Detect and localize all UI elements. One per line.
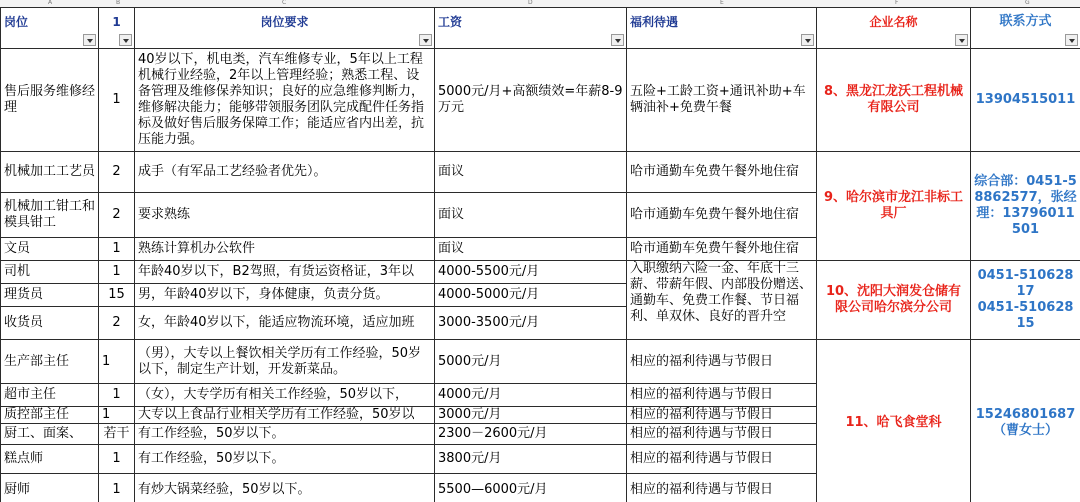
position-cell[interactable]: 生产部主任 (1, 340, 99, 384)
position-cell[interactable]: 厨工、面案、 (1, 424, 99, 445)
filter-dropdown-icon[interactable] (83, 34, 96, 46)
salary-cell[interactable]: 5500—6000元/月 (435, 474, 627, 502)
column-letter-e[interactable]: E (720, 0, 724, 6)
benefits-cell[interactable]: 哈市通勤车免费午餐外地住宿 (627, 238, 817, 261)
contact-line: 0451-51062817 (977, 268, 1074, 299)
column-letter-c[interactable]: C (282, 0, 287, 6)
filter-dropdown-icon[interactable] (801, 34, 814, 46)
salary-cell[interactable]: 4000-5500元/月 (435, 261, 627, 284)
requirements-cell[interactable]: （男），大专以上餐饮相关学历有工作经验，50岁以下，制定生产计划，开发新菜品。 (135, 340, 435, 384)
header-row (1, 8, 1080, 49)
salary-cell[interactable]: 5000元/月 (435, 340, 627, 384)
requirements-cell[interactable]: 大专以上食品行业相关学历有工作经验，50岁以 (135, 407, 435, 424)
salary-cell[interactable]: 3800元/月 (435, 445, 627, 474)
job-table (0, 7, 1080, 502)
header-cell-salary[interactable] (435, 8, 627, 49)
header-benefits-label: 福利待遇 (630, 15, 679, 29)
column-letter-b[interactable]: B (116, 0, 121, 6)
requirements-cell[interactable]: 要求熟练 (135, 193, 435, 238)
header-cell-benefits[interactable] (627, 8, 817, 49)
salary-cell[interactable]: 4000元/月 (435, 384, 627, 407)
benefits-cell[interactable]: 相应的福利待遇与节假日 (627, 424, 817, 445)
count-cell[interactable]: 1 (99, 261, 135, 284)
salary-cell[interactable]: 4000-5000元/月 (435, 284, 627, 307)
requirements-cell[interactable]: 有工作经验，50岁以下。 (135, 445, 435, 474)
position-cell[interactable]: 糕点师 (1, 445, 99, 474)
requirements-cell[interactable]: 有工作经验，50岁以下。 (135, 424, 435, 445)
benefits-cell[interactable]: 相应的福利待遇与节假日 (627, 407, 817, 424)
position-cell[interactable]: 机械加工工艺员 (1, 152, 99, 193)
salary-cell[interactable]: 5000元/月+高额绩效=年薪8-9万元 (435, 49, 627, 152)
column-letter-g[interactable]: G (1025, 0, 1030, 6)
contact-cell[interactable] (971, 261, 1080, 340)
requirements-cell[interactable]: 成手（有军品工艺经验者优先）。 (135, 152, 435, 193)
position-cell[interactable]: 售后服务维修经理 (1, 49, 99, 152)
benefits-cell[interactable]: 哈市通勤车免费午餐外地住宿 (627, 152, 817, 193)
benefits-cell[interactable]: 相应的福利待遇与节假日 (627, 445, 817, 474)
requirements-cell[interactable]: （女），大专学历有相关工作经验，50岁以下， (135, 384, 435, 407)
position-cell[interactable]: 司机 (1, 261, 99, 284)
count-cell[interactable]: 1 (99, 340, 135, 384)
benefits-cell[interactable]: 入职缴纳六险一金、年底十三薪、带薪年假、内部股份赠送、通勤车、免费工作餐、节日福利、单双休、良好的晋升空 (627, 261, 817, 340)
column-letter-a[interactable]: A (48, 0, 53, 6)
column-letter-f[interactable]: F (895, 0, 899, 6)
count-cell[interactable]: 2 (99, 307, 135, 340)
company-cell[interactable]: 9、哈尔滨市龙江非标工具厂 (817, 152, 971, 261)
header-contact-label: 联系方式 (999, 14, 1052, 29)
position-cell[interactable]: 质控部主任 (1, 407, 99, 424)
table-row (1, 261, 1080, 284)
company-cell[interactable]: 10、沈阳大润发仓储有限公司哈尔滨分公司 (817, 261, 971, 340)
count-cell[interactable]: 2 (99, 152, 135, 193)
requirements-cell[interactable]: 男，年龄40岁以下，身体健康，负责分货。 (135, 284, 435, 307)
header-salary-label: 工资 (438, 15, 463, 29)
header-cell-contact[interactable] (971, 8, 1080, 49)
header-count-label: 1 (112, 15, 121, 29)
position-cell[interactable]: 机械加工钳工和模具钳工 (1, 193, 99, 238)
count-cell[interactable]: 1 (99, 474, 135, 502)
count-cell[interactable]: 1 (99, 384, 135, 407)
count-cell[interactable]: 2 (99, 193, 135, 238)
requirements-cell[interactable]: 年龄40岁以下，B2驾照，有货运资格证，3年以 (135, 261, 435, 284)
count-cell[interactable]: 1 (99, 445, 135, 474)
salary-cell[interactable]: 面议 (435, 238, 627, 261)
salary-cell[interactable]: 面议 (435, 193, 627, 238)
count-cell[interactable]: 15 (99, 284, 135, 307)
requirements-cell[interactable]: 有炒大锅菜经验，50岁以下。 (135, 474, 435, 502)
header-requirements-label: 岗位要求 (260, 15, 309, 29)
table-row (1, 49, 1080, 152)
position-cell[interactable]: 厨师 (1, 474, 99, 502)
benefits-cell[interactable]: 五险+工龄工资+通讯补助+车辆油补+免费午餐 (627, 49, 817, 152)
table-row (1, 340, 1080, 384)
salary-cell[interactable]: 面议 (435, 152, 627, 193)
requirements-cell[interactable]: 熟练计算机办公软件 (135, 238, 435, 261)
salary-cell[interactable]: 3000-3500元/月 (435, 307, 627, 340)
benefits-cell[interactable]: 哈市通勤车免费午餐外地住宿 (627, 193, 817, 238)
salary-cell[interactable]: 3000元/月 (435, 407, 627, 424)
header-cell-position[interactable] (1, 8, 99, 49)
filter-dropdown-icon[interactable] (611, 34, 624, 46)
company-cell[interactable]: 8、黑龙江龙沃工程机械有限公司 (817, 49, 971, 152)
header-cell-count[interactable] (99, 8, 135, 49)
benefits-cell[interactable]: 相应的福利待遇与节假日 (627, 474, 817, 502)
contact-cell[interactable]: 综合部：0451-58862577，张经理：13796011501 (971, 152, 1080, 261)
header-cell-requirements[interactable] (135, 8, 435, 49)
company-cell[interactable]: 11、哈飞食堂科 (817, 340, 971, 502)
count-cell[interactable]: 1 (99, 238, 135, 261)
count-cell[interactable]: 1 (99, 49, 135, 152)
filter-dropdown-icon[interactable] (955, 34, 968, 46)
position-cell[interactable]: 文员 (1, 238, 99, 261)
table-row (1, 152, 1080, 193)
contact-cell[interactable]: 15246801687（曹女士） (971, 340, 1080, 502)
position-cell[interactable]: 超市主任 (1, 384, 99, 407)
position-cell[interactable]: 收货员 (1, 307, 99, 340)
position-cell[interactable]: 理货员 (1, 284, 99, 307)
header-cell-company[interactable] (817, 8, 971, 49)
requirements-cell[interactable]: 女，年龄40岁以下，能适应物流环境，适应加班 (135, 307, 435, 340)
salary-cell[interactable]: 2300－2600元/月 (435, 424, 627, 445)
benefits-cell[interactable]: 相应的福利待遇与节假日 (627, 384, 817, 407)
filter-dropdown-icon[interactable] (119, 34, 132, 46)
benefits-cell[interactable]: 相应的福利待遇与节假日 (627, 340, 817, 384)
count-cell[interactable]: 1 (99, 407, 135, 424)
filter-dropdown-icon[interactable] (419, 34, 432, 46)
filter-dropdown-icon[interactable] (1065, 34, 1078, 46)
column-letter-d[interactable]: D (528, 0, 533, 6)
requirements-cell[interactable]: 40岁以下，机电类，汽车维修专业，5年以上工程机械行业经验，2年以上管理经验；熟悉工程、设备管理及维修保养知识；良好的应急维修判断力，维修解决能力；能够带领服务团队完成配件任务指标及做好售后服务保障工作；能适应省内出差，抗压能力强。 (135, 49, 435, 152)
header-position-label: 岗位 (4, 15, 29, 29)
count-cell[interactable]: 若干 (99, 424, 135, 445)
contact-cell[interactable]: 13904515011 (971, 49, 1080, 152)
header-company-label: 企业名称 (869, 15, 918, 29)
contact-line: 0451-51062815 (977, 300, 1074, 331)
